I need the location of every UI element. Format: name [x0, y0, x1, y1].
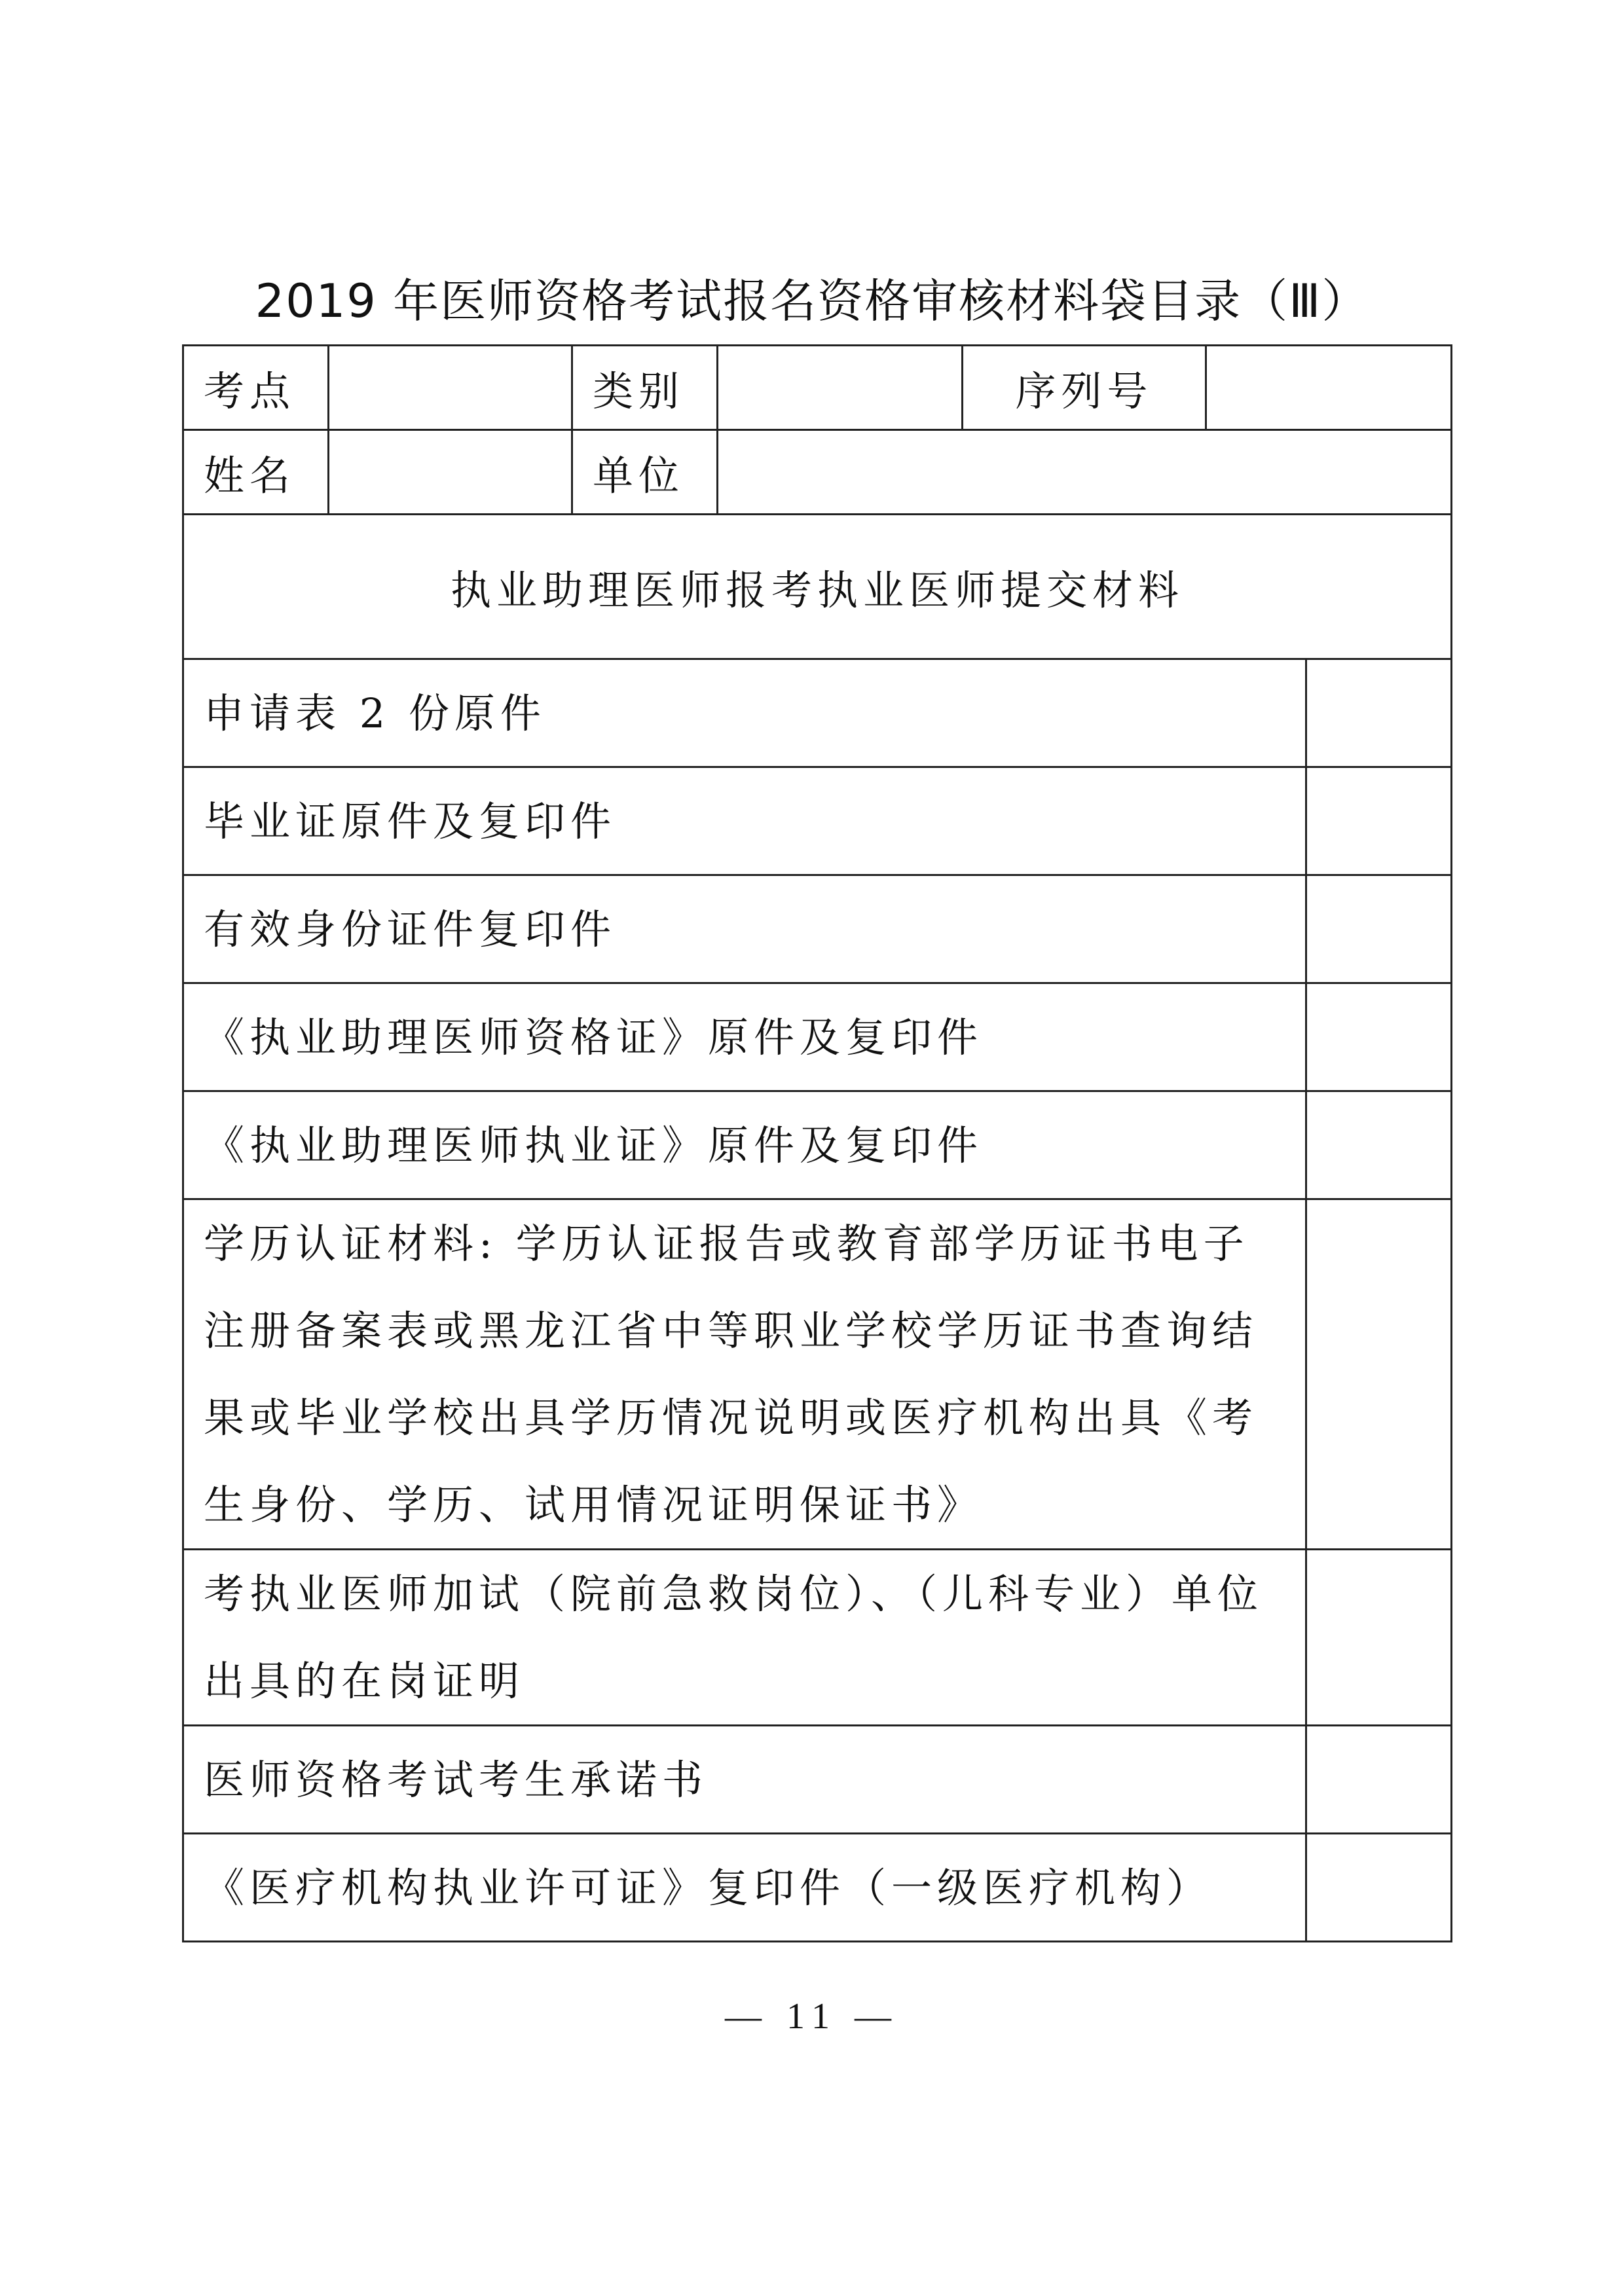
unit-field[interactable] — [718, 430, 1452, 515]
item-text: 《执业助理医师执业证》原件及复印件 — [183, 1091, 1306, 1199]
section-heading-row — [183, 515, 1452, 659]
page-title: 2019 年医师资格考试报名资格审核材料袋目录（Ⅲ） — [255, 274, 1369, 328]
exam-site-label: 考点 — [183, 346, 329, 430]
item-check-cell[interactable] — [1306, 1550, 1452, 1726]
exam-site-field[interactable] — [329, 346, 572, 430]
item-check-cell[interactable] — [1306, 659, 1452, 767]
category-field[interactable] — [718, 346, 963, 430]
item-text: 学历认证材料: 学历认证报告或教育部学历证书电子注册备案表或黑龙江省中等职业学校学历证书查询结果或毕业学校出具学历情况说明或医疗机构出具《考生身份、学历、试用情况证明保证书》 — [183, 1199, 1306, 1550]
item-text: 申请表 2 份原件 — [183, 659, 1306, 767]
section-heading: 执业助理医师报考执业医师提交材料 — [183, 515, 1452, 659]
unit-label: 单位 — [572, 430, 718, 515]
item-check-cell[interactable] — [1306, 1834, 1452, 1942]
name-label: 姓名 — [183, 430, 329, 515]
materials-checklist-table — [182, 344, 1452, 1942]
item-check-cell[interactable] — [1306, 983, 1452, 1091]
header-row-exam-info — [183, 346, 1452, 430]
item-check-cell[interactable] — [1306, 1199, 1452, 1550]
item-check-cell[interactable] — [1306, 767, 1452, 875]
list-item — [183, 1550, 1452, 1726]
list-item — [183, 1199, 1452, 1550]
item-text: 有效身份证件复印件 — [183, 875, 1306, 983]
item-text: 《执业助理医师资格证》原件及复印件 — [183, 983, 1306, 1091]
list-item — [183, 1091, 1452, 1199]
header-row-person-info — [183, 430, 1452, 515]
serial-field[interactable] — [1206, 346, 1452, 430]
list-item — [183, 1834, 1452, 1942]
list-item — [183, 767, 1452, 875]
category-label: 类别 — [572, 346, 718, 430]
item-check-cell[interactable] — [1306, 1091, 1452, 1199]
name-field[interactable] — [329, 430, 572, 515]
list-item — [183, 1726, 1452, 1834]
item-text: 毕业证原件及复印件 — [183, 767, 1306, 875]
item-text: 医师资格考试考生承诺书 — [183, 1726, 1306, 1834]
item-check-cell[interactable] — [1306, 1726, 1452, 1834]
list-item — [183, 659, 1452, 767]
item-text: 考执业医师加试（院前急救岗位）、（儿科专业）单位出具的在岗证明 — [183, 1550, 1306, 1726]
item-check-cell[interactable] — [1306, 875, 1452, 983]
list-item — [183, 875, 1452, 983]
item-text: 《医疗机构执业许可证》复印件（一级医疗机构） — [183, 1834, 1306, 1942]
list-item — [183, 983, 1452, 1091]
page-number: — 11 — — [725, 1996, 899, 2037]
serial-label: 序列号 — [963, 346, 1206, 430]
